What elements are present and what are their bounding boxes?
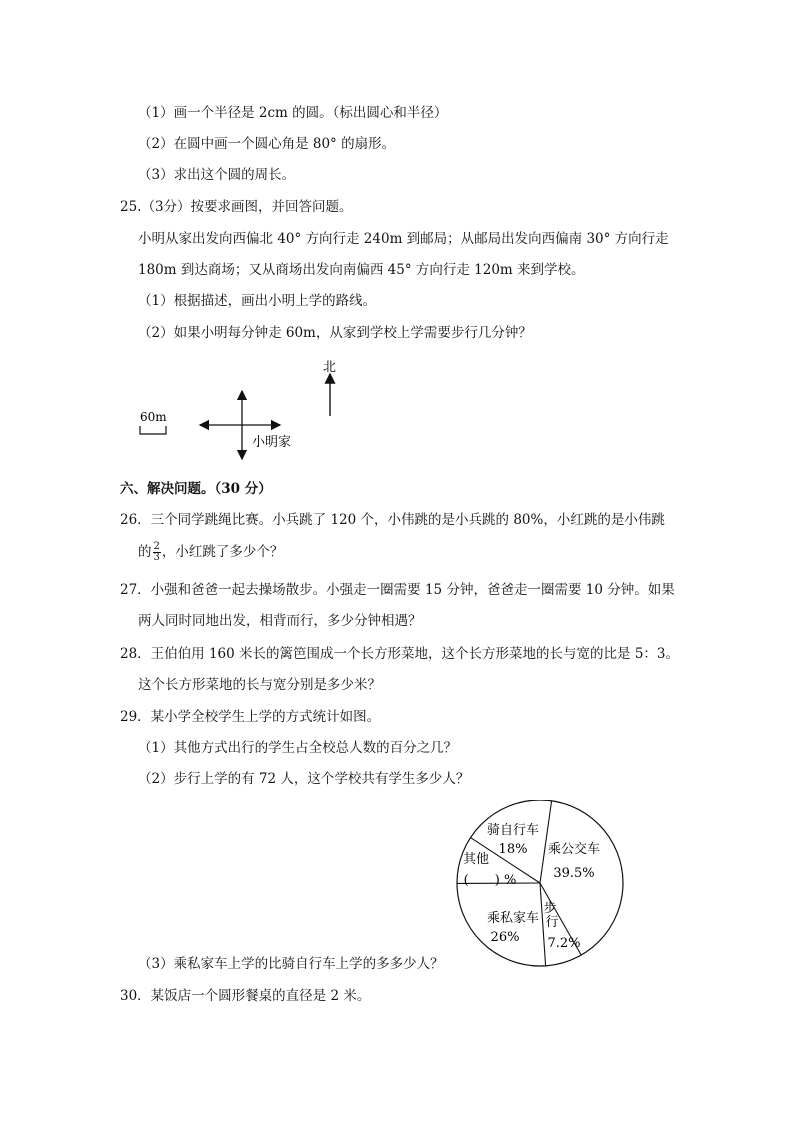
q29-sub1: （1）其他方式出行的学生占全校总人数的百分之几？ <box>138 740 458 756</box>
q24-sub1: （1）画一个半径是 2cm 的圆。（标出圆心和半径） <box>138 105 448 121</box>
q29-sub3: （3）乘私家车上学的比骑自行车上学的多多少人？ <box>138 956 444 972</box>
north-label: 北 <box>323 360 337 375</box>
label-other: 其他 <box>462 852 490 867</box>
q27-line2: 两人同时同地出发，相背而行，多少分钟相遇？ <box>138 613 422 629</box>
q25-sub1: （1）根据描述，画出小明上学的路线。 <box>138 293 377 309</box>
q26-line2 <box>138 542 283 563</box>
q26-line1: 26．三个同学跳绳比赛。小兵跳了 120 个，小伟跳的是小兵跳的 80%，小红跳的是小伟跳 <box>120 512 665 528</box>
fraction-two-thirds <box>153 542 161 563</box>
q25-heading: 25.（3分）按要求画图，并回答问题。 <box>120 199 353 215</box>
q25-description-line2: 180m 到达商场；又从商场出发向南偏西 45° 方向行走 120m 来到学校。 <box>138 262 585 278</box>
fraction-numerator: 2 <box>153 541 160 552</box>
direction-figure <box>130 350 350 460</box>
q27-line1: 27．小强和爸爸一起去操场散步。小强走一圈需要 15 分钟，爸爸走一圈需要 10 分钟。如果 <box>120 582 675 598</box>
q30-heading: 30．某饭店一个圆形餐桌的直径是 2 米。 <box>120 988 371 1004</box>
q26-prefix: 的 <box>138 544 152 560</box>
q29-heading: 29．某小学全校学生上学的方式统计如图。 <box>120 709 381 725</box>
label-walk-1: 步 <box>543 901 557 916</box>
scale-label: 60m <box>140 410 167 424</box>
pie-chart <box>450 800 630 970</box>
fraction-denominator: 3 <box>153 552 160 563</box>
scale-bar <box>140 426 166 434</box>
label-bicycle: 骑自行车 <box>486 823 540 838</box>
section-6-heading: 六、解决问题。（30 分） <box>120 481 272 497</box>
q25-description-line1: 小明从家出发向西偏北 40° 方向行走 240m 到邮局；从邮局出发向西偏南 30° 方向行走 <box>138 231 669 247</box>
label-bus: 乘公交车 <box>547 842 601 857</box>
label-car: 乘私家车 <box>486 911 540 926</box>
q28-line2: 这个长方形菜地的长与宽分别是多少米？ <box>138 677 381 693</box>
q28-line1: 28．王伯伯用 160 米长的篱笆围成一个长方形菜地，这个长方形菜地的长与宽的比是 5：3。 <box>120 646 679 662</box>
value-bicycle: 18% <box>498 842 528 857</box>
q29-sub2: （2）步行上学的有 72 人，这个学校共有学生多少人？ <box>138 771 470 787</box>
value-walk: 7.2% <box>547 936 581 951</box>
q24-sub3: （3）求出这个圆的周长。 <box>138 167 296 183</box>
q24-sub2: （2）在圆中画一个圆心角是 80° 的扇形。 <box>138 136 396 152</box>
value-car: 26% <box>490 930 520 945</box>
q25-sub2: （2）如果小明每分钟走 60m，从家到学校上学需要步行几分钟？ <box>138 325 532 341</box>
q26-suffix: ，小红跳了多少个？ <box>161 544 284 560</box>
value-other: ( ) % <box>463 873 517 888</box>
label-walk-2: 行 <box>545 915 559 930</box>
home-label: 小明家 <box>252 435 292 450</box>
value-bus: 39.5% <box>553 866 595 881</box>
